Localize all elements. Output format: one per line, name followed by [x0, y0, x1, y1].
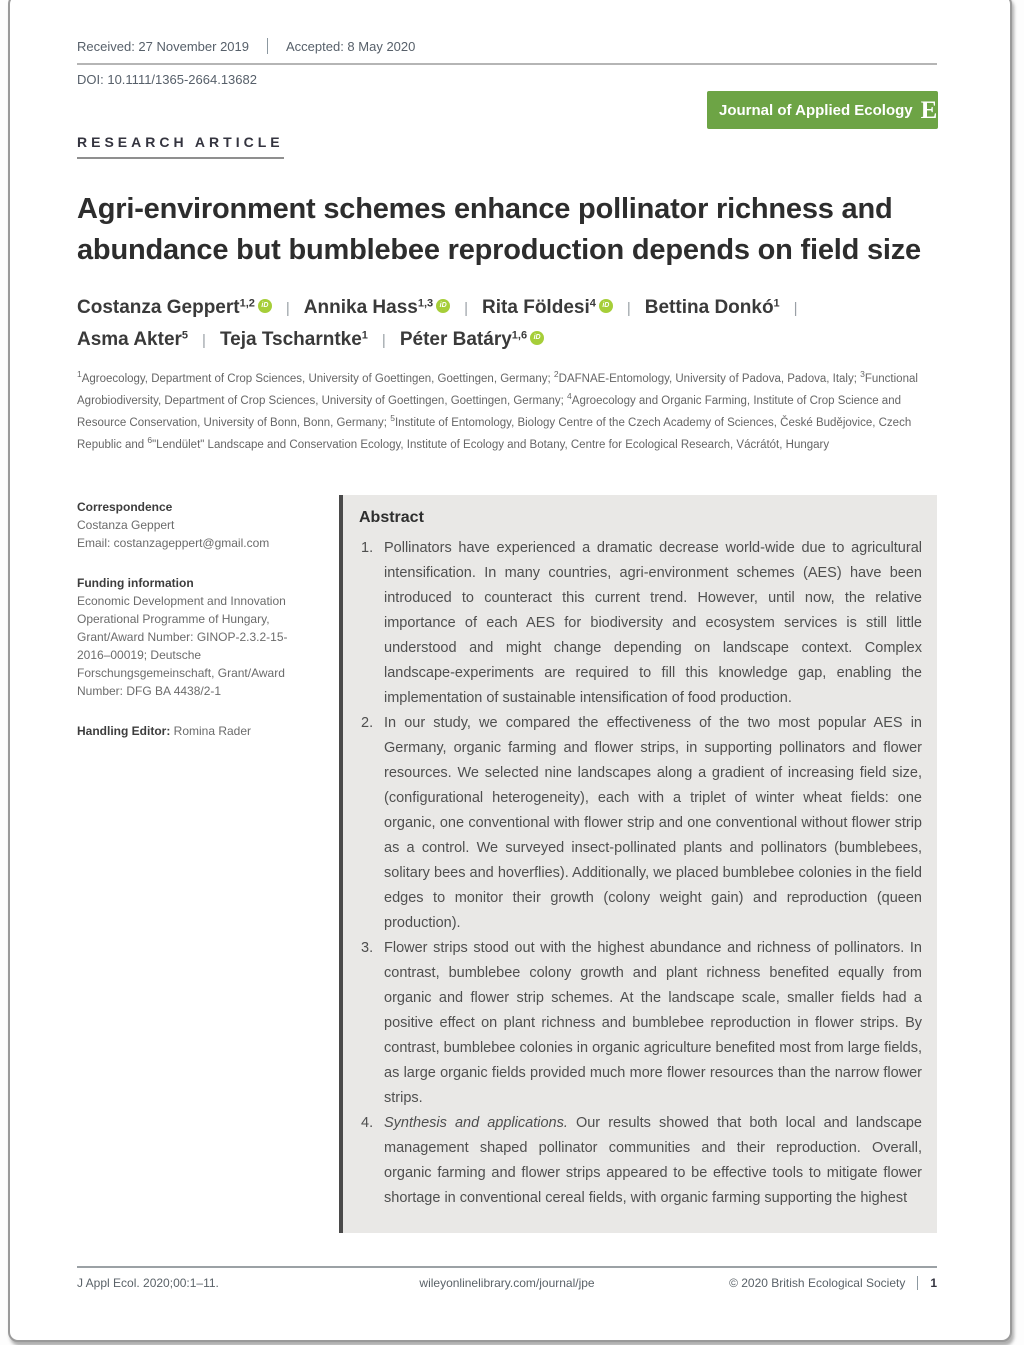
article-type-label: RESEARCH ARTICLE: [77, 134, 284, 159]
affiliation-text: Institute of Entomology, Biology Centre of the Czech Academy of Sciences, České Budějovice, Czech Republic and: [77, 416, 912, 451]
author-affil-sup: 1: [361, 330, 368, 343]
author-separator: |: [464, 299, 469, 317]
author-affil-sup: 5: [181, 330, 189, 343]
bes-line: ECOLOGICAL: [940, 106, 979, 113]
paper-page: [8, 0, 1012, 1342]
author-list: [77, 297, 937, 351]
abstract-item-number: 3.: [361, 939, 374, 956]
abstract-item-2: [359, 711, 922, 936]
affiliation-sup: 3: [860, 369, 865, 380]
author-name: Teja Tscharntke: [219, 329, 362, 351]
journal-badge: [707, 91, 979, 129]
correspondence-name: Costanza Geppert: [77, 517, 175, 532]
author-separator: |: [202, 331, 206, 349]
author-row: [77, 297, 937, 319]
handling-editor-label: Handling Editor:: [77, 723, 171, 738]
handling-editor-block: [77, 722, 317, 740]
author-affil-sup: 1,6: [511, 330, 528, 343]
doi[interactable]: DOI: 10.1111/1365-2664.13682: [77, 72, 257, 87]
received-accepted-row: [77, 38, 937, 65]
abstract-item-3: [359, 936, 922, 1111]
affiliation-text: DAFNAE-Entomology, University of Padova, Padova, Italy;: [558, 373, 861, 386]
funding-text: Economic Development and Innovation Operational Programme of Hungary, Grant/Award Number: GINOP-2.3.2-15-2016–00019; Deutsche Forschungsgemeinschaft, Grant/Award Number: DFG BA 4438/2-1: [77, 593, 288, 698]
author-affil-sup: 1: [773, 298, 780, 311]
page-footer: [77, 1266, 937, 1290]
vertical-divider: [267, 38, 268, 54]
main-columns: [77, 495, 937, 1233]
affiliation-text: Agroecology, Department of Crop Sciences, University of Goettingen, Goettingen, Germany;: [81, 373, 554, 386]
affiliation-sup: 4: [567, 391, 572, 402]
author-row: [77, 329, 937, 351]
received-date: Received: 27 November 2019: [77, 38, 249, 54]
footer-citation: J Appl Ecol. 2020;00:1–11.: [77, 1276, 219, 1290]
footer-copyright: © 2020 British Ecological Society: [729, 1276, 906, 1290]
author: [77, 297, 272, 319]
correspondence-block: [77, 498, 317, 552]
abstract-section: [339, 495, 937, 1233]
abstract-item-text: Our results showed that both local and landscape management shaped pollinator communities and their reproduction. Overall, organic farming and flower strips appeared to be effective tools to mitigate flower shortage in conventional cereal fields, with organic farming supporting the highest: [384, 1114, 922, 1206]
abstract-item-number: 2.: [361, 714, 374, 731]
affiliation-sup: 6: [147, 434, 153, 445]
affiliation-sup: 2: [553, 369, 559, 380]
orcid-icon[interactable]: [258, 299, 272, 313]
footer-journal-url[interactable]: wileyonlinelibrary.com/journal/jpe: [419, 1276, 595, 1290]
author-affil-sup: 1,2: [239, 298, 255, 311]
author: [482, 297, 613, 319]
abstract-item-text: Flower strips stood out with the highest abundance and richness of pollinators. In contrast, bumblebee colony growth and plant richness benefited equally from organic and flower strip schemes. At the landscape scale, smaller fields had a positive effect on plant richness and bumblebee reproduction in flower strips. By contrast, bumblebee colonies in organic agriculture benefited most from large fields, as large organic fields provided much more flower resources than the narrow flower strips.: [384, 939, 922, 1106]
abstract-item-text: Pollinators have experienced a dramatic decrease world-wide due to agricultural intensification. In many countries, agri-environment schemes (AES) have been introduced to counteract this current trend. However, until now, the relative importance of each AES for biodiversity and ecosystem services is still little understood and might change depending on landscape context. Complex landscape-experiments are required to fill this knowledge gap, enabling the implementation of sustainable intensification of food production.: [384, 539, 922, 706]
author-separator: |: [381, 331, 386, 349]
correspondence-heading: Correspondence: [77, 499, 173, 514]
abstract-item-4: [359, 1111, 922, 1211]
orcid-icon[interactable]: [530, 331, 544, 345]
orcid-icon[interactable]: [599, 299, 613, 313]
funding-block: [77, 574, 317, 700]
journal-name: Journal of Applied Ecology: [719, 101, 913, 119]
author-affil-sup: 4: [589, 298, 596, 311]
abstract-item-lead: Synthesis and applications.: [384, 1114, 568, 1131]
author: [400, 329, 544, 351]
orcid-icon[interactable]: [436, 299, 450, 313]
bes-line: SOCIETY: [940, 113, 966, 120]
author-name: Rita Földesi: [482, 297, 590, 319]
abstract-item-1: [359, 536, 922, 711]
affiliation-sup: 5: [390, 412, 395, 423]
footer-right: [650, 1276, 937, 1290]
abstract-item-number: 4.: [361, 1114, 374, 1131]
bes-line: BRITISH: [940, 99, 964, 106]
orcid-id-label: iD: [533, 334, 541, 342]
paper-title: Agri-environment schemes enhance pollinator richness and abundance but bumblebee reproduction depends on field size: [77, 193, 921, 267]
author-separator: |: [626, 299, 631, 317]
author-separator: |: [285, 299, 290, 317]
author: [220, 329, 368, 351]
accepted-date: Accepted: 8 May 2020: [286, 38, 416, 54]
abstract-item-text: In our study, we compared the effectiveness of the two most popular AES in Germany, organic farming and flower strips, in supporting pollinators and flower resources. We selected nine landscapes along a gradient of increasing field size, (configurational heterogeneity), each with a triplet of winter wheat fields: one organic, one conventional with flower strip and one conventional without flower strip as a control. We surveyed insect-pollinated plants and pollinators (bumblebees, solitary bees and hoverflies). Additionally, we placed bumblebee colonies in the field edges to monitor their growth (colony weight gain) and reproduction (queen production).: [384, 714, 922, 931]
affiliation-text: "Lendület" Landscape and Conservation Ecology, Institute of Ecology and Botany, Centre for Ecological Research, Vácrátót, Hungary: [152, 438, 830, 451]
handling-editor-name: Romina Rader: [170, 723, 252, 738]
abstract-item-number: 1.: [361, 539, 374, 556]
funding-heading: Funding information: [77, 575, 194, 590]
sidebar-metadata: [77, 495, 317, 762]
author-name: Annika Hass: [303, 297, 418, 319]
author-separator: |: [793, 299, 798, 317]
author: [645, 297, 780, 319]
author: [304, 297, 450, 319]
orcid-id-label: iD: [602, 302, 610, 310]
affiliation-text: Agroecology and Organic Farming, Institute of Crop Science and Resource Conservation, University of Bonn, Bonn, Germany;: [77, 394, 901, 429]
author-affil-sup: 1,3: [417, 298, 434, 311]
orcid-id-label: iD: [261, 302, 269, 310]
affiliation-text: Functional Agrobiodiversity, Department of Crop Sciences, University of Goettingen, Goettingen, Germany;: [77, 373, 918, 407]
bes-logo-letter: E: [920, 96, 938, 124]
correspondence-email[interactable]: Email: costanzageppert@gmail.com: [77, 535, 270, 550]
author-name: Bettina Donkó: [644, 297, 774, 319]
author: [77, 329, 188, 351]
article-type-row: [77, 95, 979, 159]
author-name: Asma Akter: [77, 329, 182, 351]
author-name: Costanza Geppert: [77, 297, 240, 319]
page-number: 1: [917, 1276, 937, 1290]
bes-society-name: [940, 100, 978, 121]
bes-logo-icon: [921, 98, 979, 123]
author-name: Péter Batáry: [399, 329, 512, 351]
affiliation-sup: 1: [77, 369, 82, 380]
orcid-id-label: iD: [439, 302, 447, 310]
affiliations: [77, 367, 937, 454]
abstract-heading: Abstract: [359, 508, 424, 526]
